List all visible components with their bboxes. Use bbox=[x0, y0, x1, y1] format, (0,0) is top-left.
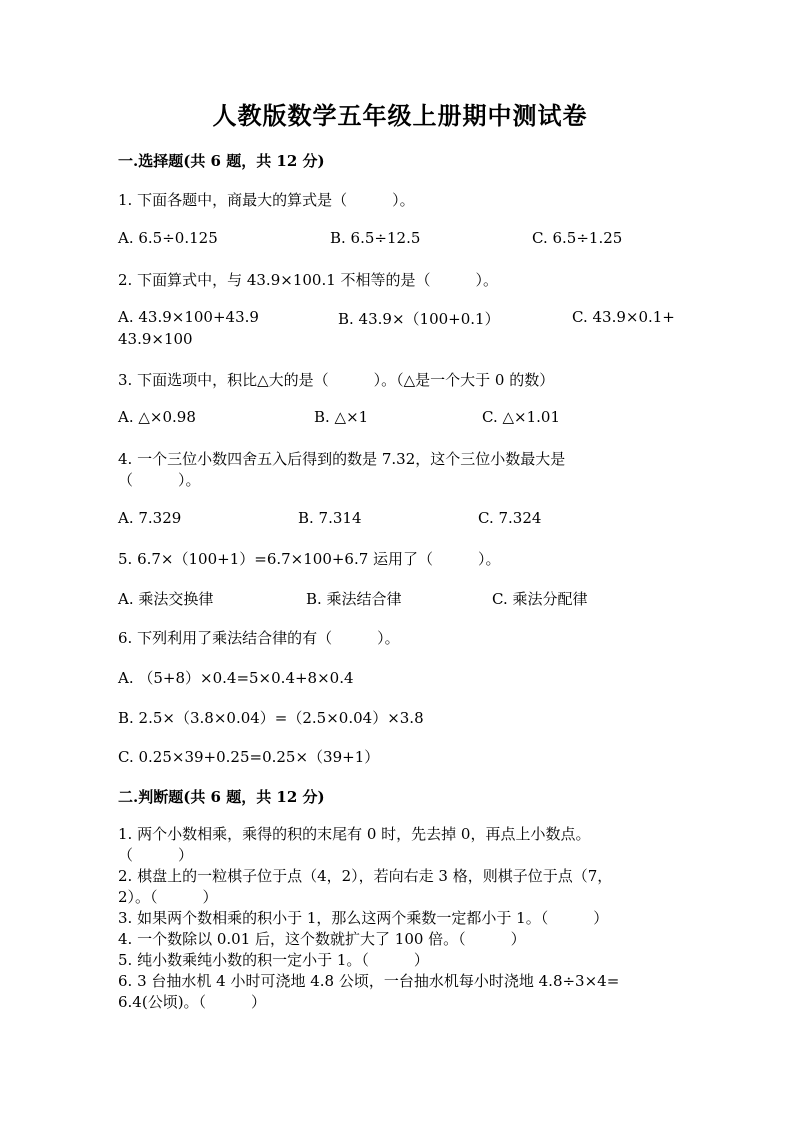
option-c-continuation: 43.9×100 bbox=[118, 330, 193, 348]
option-b: B. 6.5÷12.5 bbox=[330, 229, 421, 247]
judgment-line: 3. 如果两个数相乘的积小于 1，那么这两个乘数一定都小于 1。（ ） bbox=[118, 909, 609, 927]
option-c: C. 乘法分配律 bbox=[492, 590, 588, 608]
option-c: C. △×1.01 bbox=[482, 408, 560, 426]
option-c: C. 6.5÷1.25 bbox=[532, 229, 623, 247]
judgment-line: 1. 两个小数相乘，乘得的积的末尾有 0 时，先去掉 0，再点上小数点。 bbox=[118, 825, 591, 843]
option-b: B. 乘法结合律 bbox=[306, 590, 402, 608]
judgment-line: 2）。（ ） bbox=[118, 888, 218, 906]
option-b: B. △×1 bbox=[314, 408, 369, 426]
option-a: A. 乘法交换律 bbox=[118, 590, 214, 608]
judgment-line: 6. 3 台抽水机 4 小时可浇地 4.8 公顷，一台抽水机每小时浇地 4.8÷3×4= bbox=[118, 972, 620, 990]
option-b: B. 43.9×（100+0.1） bbox=[338, 310, 500, 328]
question-stem: 4. 一个三位小数四舍五入后得到的数是 7.32，这个三位小数最大是 bbox=[118, 450, 566, 468]
question-stem-continuation: （ ）。 bbox=[118, 471, 201, 489]
page-title: 人教版数学五年级上册期中测试卷 bbox=[212, 101, 588, 130]
question-stem: 6. 下列利用了乘法结合律的有（ ）。 bbox=[118, 629, 400, 647]
option-a: A. 43.9×100+43.9 bbox=[118, 308, 259, 326]
judgment-line: 5. 纯小数乘纯小数的积一定小于 1。（ ） bbox=[118, 951, 429, 969]
question-stem: 5. 6.7×（100+1）=6.7×100+6.7 运用了（ ）。 bbox=[118, 550, 501, 568]
option-b: B. 7.314 bbox=[298, 509, 362, 527]
option-a: A. 7.329 bbox=[118, 509, 182, 527]
judgment-line: 2. 棋盘上的一粒棋子位于点（4，2），若向右走 3 格，则棋子位于点（7， bbox=[118, 867, 613, 885]
question-stem: 1. 下面各题中，商最大的算式是（ ）。 bbox=[118, 191, 415, 209]
option-a: A. 6.5÷0.125 bbox=[118, 229, 218, 247]
option-a: A. △×0.98 bbox=[118, 408, 196, 426]
section-heading-choice: 一.选择题(共 6 题，共 12 分) bbox=[118, 152, 325, 170]
option-a: A. （5+8）×0.4=5×0.4+8×0.4 bbox=[118, 669, 354, 687]
judgment-line: 6.4(公顷)。（ ） bbox=[118, 993, 267, 1011]
option-b: B. 2.5×（3.8×0.04）=（2.5×0.04）×3.8 bbox=[118, 709, 424, 727]
option-c: C. 0.25×39+0.25=0.25×（39+1） bbox=[118, 748, 380, 766]
question-stem: 3. 下面选项中，积比△大的是（ ）。（△是一个大于 0 的数） bbox=[118, 371, 555, 389]
option-c: C. 7.324 bbox=[478, 509, 542, 527]
option-c: C. 43.9×0.1+ bbox=[572, 308, 675, 326]
section-heading-judgment: 二.判断题(共 6 题，共 12 分) bbox=[118, 788, 325, 806]
judgment-line: （ ） bbox=[118, 846, 194, 864]
question-stem: 2. 下面算式中，与 43.9×100.1 不相等的是（ ）。 bbox=[118, 271, 499, 289]
judgment-line: 4. 一个数除以 0.01 后，这个数就扩大了 100 倍。（ ） bbox=[118, 930, 526, 948]
